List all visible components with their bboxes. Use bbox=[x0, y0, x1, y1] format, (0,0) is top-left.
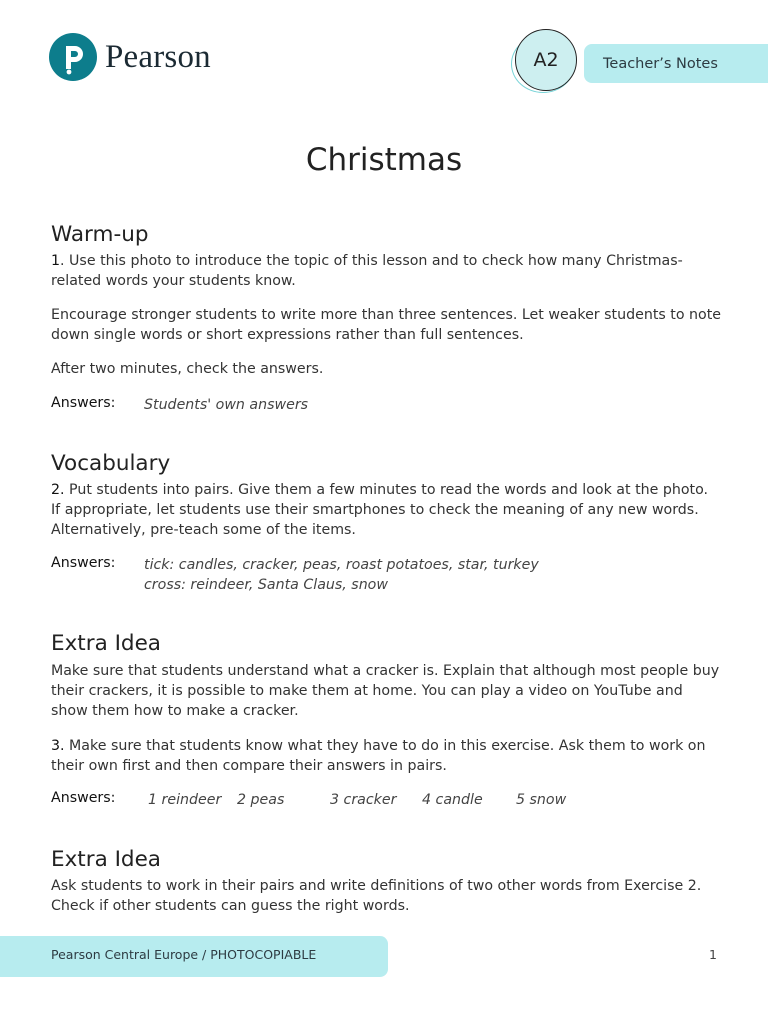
pearson-logo bbox=[49, 33, 211, 81]
extra-idea-1-paragraph: Make sure that students understand what a cracker is. Explain that although most people buy their crackers, it is possible to make them at home. You can play a video on YouTube and show them how to make a cracker. bbox=[51, 663, 720, 719]
exercise-text: Put students into pairs. Give them a few minutes to read the words and look at the photo. If appropriate, let students use their smartphones to check the meaning of any new words. Alternatively, pre-teach some of the items. bbox=[51, 482, 709, 538]
exercise-number: 2. bbox=[51, 482, 65, 498]
answers-label-text: Answers bbox=[51, 395, 111, 411]
exercise-number: 3. bbox=[51, 738, 65, 754]
exercise-text: Make sure that students know what they have to do in this exercise. Ask them to work on their own first and then compare their answers in pairs. bbox=[51, 738, 706, 774]
warmup-paragraph-2: Encourage stronger students to write more than three sentences. Let weaker students to note down single words or short expressions rather than full sentences. bbox=[51, 307, 721, 343]
heading-extra-idea-1: Extra Idea bbox=[51, 631, 161, 656]
level-badge: A2 bbox=[515, 29, 577, 91]
teachers-notes-tab bbox=[584, 44, 768, 83]
pearson-logo-icon bbox=[49, 33, 97, 81]
answer-item: 4 candle bbox=[422, 792, 483, 808]
answer-item: 2 peas bbox=[237, 792, 285, 808]
extra-idea-2-paragraph: Ask students to work in their pairs and write definitions of two other words from Exercise 2. Check if other students can guess the right words. bbox=[51, 878, 702, 914]
heading-vocabulary: Vocabulary bbox=[51, 451, 171, 476]
answers-label bbox=[51, 790, 115, 806]
warmup-paragraph-3: After two minutes, check the answers. bbox=[51, 361, 324, 377]
answers-label-text: Answers bbox=[51, 555, 111, 571]
page-number: 1 bbox=[709, 947, 717, 962]
answers-value-line1: tick: candles, cracker, peas, roast potatoes, star, turkey bbox=[144, 557, 539, 573]
exercise-number: 1 bbox=[51, 253, 61, 269]
page-title: Christmas bbox=[305, 142, 463, 178]
answer-item: 1 reindeer bbox=[148, 792, 222, 808]
answers-value: Students' own answers bbox=[144, 397, 309, 413]
footer-text: Pearson Central Europe / PHOTOCOPIABLE bbox=[51, 947, 317, 962]
warmup-exercise-1 bbox=[51, 251, 721, 291]
vocabulary-exercise-2 bbox=[51, 480, 721, 540]
extra-idea-exercise-3 bbox=[51, 736, 721, 776]
teachers-notes-label: Teacher’s Notes bbox=[603, 55, 718, 72]
answers-colon: : bbox=[110, 790, 116, 806]
answers-value-line2: cross: reindeer, Santa Claus, snow bbox=[144, 577, 388, 593]
answers-label bbox=[51, 395, 115, 411]
answer-item: 3 cracker bbox=[330, 792, 397, 808]
answer-item: 5 snow bbox=[516, 792, 567, 808]
brand-name: Pearson bbox=[105, 38, 211, 75]
answers-colon: : bbox=[110, 395, 116, 411]
answers-label bbox=[51, 555, 115, 571]
heading-warmup: Warm-up bbox=[51, 222, 149, 247]
heading-extra-idea-2: Extra Idea bbox=[51, 847, 161, 872]
exercise-text: . Use this photo to introduce the topic of this lesson and to check how many Christmas-related words your students know. bbox=[51, 253, 683, 289]
answers-colon: : bbox=[110, 555, 116, 571]
answers-label-text: Answers bbox=[51, 790, 111, 806]
